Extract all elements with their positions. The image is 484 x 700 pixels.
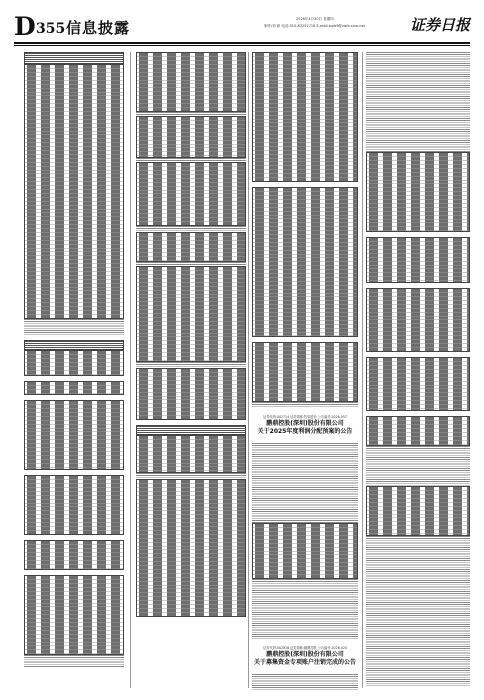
text-block (24, 319, 124, 335)
data-table-block (136, 479, 246, 617)
text-block (252, 579, 358, 639)
data-table-block (136, 266, 246, 362)
section-title: 信息披露 (66, 19, 131, 37)
data-table-block (366, 237, 470, 283)
table-header-block (24, 52, 124, 64)
data-table-block (252, 52, 358, 182)
data-table-block (252, 523, 358, 579)
announcement-code-line: 证券代码:002714 证券简称:牧原股份 公告编号:2026-057 (263, 415, 347, 419)
data-table-block (24, 575, 124, 655)
announcement-company: 鹏鼎控股(深圳)股份有限公司 (266, 420, 344, 427)
announcement-heading (252, 413, 358, 443)
data-table-block (366, 288, 470, 352)
column-3 (252, 52, 358, 690)
announcement-title: 关于2025年度利润分配预案的公告 (257, 428, 353, 435)
data-table-block (136, 162, 246, 226)
data-table-block (366, 416, 470, 446)
header-rule-thin (14, 45, 470, 46)
table-header-block (24, 340, 124, 350)
text-block (252, 674, 358, 690)
table-header-block (136, 425, 246, 435)
data-table-block (252, 187, 358, 337)
date-line: 2026年4月30日 星期四 (296, 17, 334, 21)
data-table-block (366, 486, 470, 536)
data-table-block (252, 342, 358, 402)
column-4 (366, 52, 470, 690)
newspaper-logo: 证券日报 (409, 16, 470, 34)
text-block (252, 443, 358, 523)
announcement-title: 关于募集资金专项账户注销完成的公告 (253, 659, 356, 666)
column-2 (136, 52, 246, 690)
announcement-heading (252, 644, 358, 674)
header-rule (14, 42, 470, 44)
text-block (366, 446, 470, 486)
data-table-block (24, 475, 124, 535)
data-table-block (24, 350, 124, 376)
announcement-company: 鹏鼎控股(深圳)股份有限公司 (266, 651, 344, 658)
text-block (24, 655, 124, 667)
data-table-block (366, 357, 470, 411)
data-table-block (136, 52, 246, 112)
text-block (366, 52, 470, 152)
section-number: 355 (36, 21, 66, 37)
text-block (366, 536, 470, 686)
data-table-block (24, 64, 124, 319)
data-table-block (24, 400, 124, 470)
column-1 (24, 52, 124, 690)
data-table-block (24, 540, 124, 570)
data-table-block (366, 152, 470, 232)
data-table-block (136, 368, 246, 420)
announcement-code-line: 证券代码:002938 证券简称:鹏鼎控股 公告编号:2026-025 (263, 646, 347, 650)
data-table-block (136, 435, 246, 473)
masthead (14, 14, 470, 40)
contact-line: 制作/刘 莉 电话:010-83251716 E-mail:zqrb9@zqrb.sina.net (264, 24, 365, 28)
data-table-block (136, 116, 246, 158)
section-letter: D (14, 12, 36, 41)
data-table-block (136, 232, 246, 262)
data-table-block (24, 381, 124, 395)
